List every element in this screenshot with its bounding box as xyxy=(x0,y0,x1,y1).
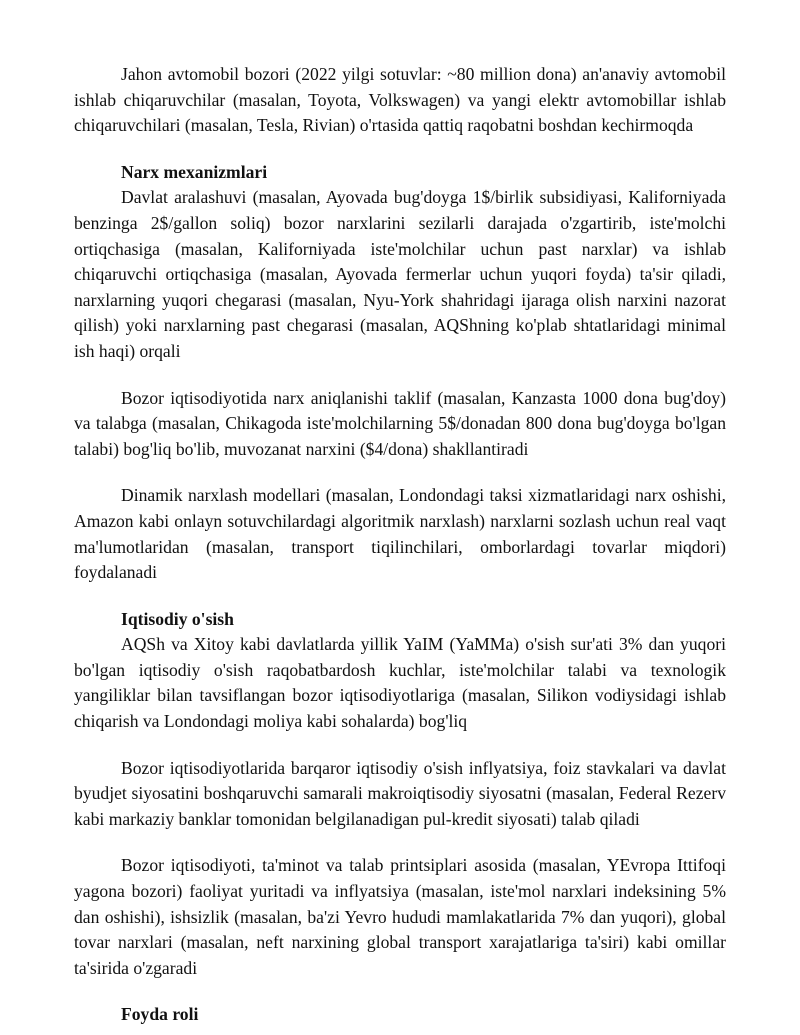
body-paragraph: Bozor iqtisodiyoti, ta'minot va talab printsiplari asosida (masalan, YEvropa Ittifoqi yagona bozori) faoliyat yuritadi va inflyatsiya (masalan, iste'mol narxlari indeksining 5% dan oshishi), ishsizlik (masalan, ba'zi Yevro hududi mamlakatlarida 7% dan yuqori), global tovar narxlari (masalan, neft narxining global transport xarajatlariga ta'siri) kabi omillar ta'sirida o'zgaradi xyxy=(74,855,726,978)
body-paragraph: AQSh va Xitoy kabi davlatlarda yillik YaIM (YaMMa) o'sish sur'ati 3% dan yuqori bo'lgan iqtisodiy o'sish raqobatbardosh kuchlar, iste'molchilar talabi va texnologik yangiliklar bilan tavsiflangan bozor iqtisodiyotlariga (masalan, Silikon vodiysidagi ishlab chiqarish va Londondagi moliya kabi sohalarda) bog'liq xyxy=(74,634,726,732)
section-price-mechanisms xyxy=(74,160,726,586)
body-paragraph: Dinamik narxlash modellari (masalan, Londondagi taksi xizmatlaridagi narx oshishi, Amazon kabi onlayn sotuvchilardagi algoritmik narxlash) narxlarni sozlash uchun real vaqt ma'lumotlaridan (masalan, transport tiqilinchilari, omborlardagi tovarlar miqdori) foydalanadi xyxy=(74,485,726,583)
intro-paragraph: Jahon avtomobil bozori (2022 yilgi sotuvlar: ~80 million dona) an'anaviy avtomobil ishlab chiqaruvchilar (masalan, Toyota, Volkswagen) va yangi elektr avtomobillar ishlab chiqaruvchilari (masalan, Tesla, Rivian) o'rtasida qattiq raqobatni boshdan kechirmoqda xyxy=(74,64,726,136)
section-economic-growth xyxy=(74,607,726,982)
section-heading: Foyda roli xyxy=(121,1004,199,1025)
body-paragraph: Bozor iqtisodiyotlarida barqaror iqtisodiy o'sish inflyatsiya, foiz stavkalari va davlat byudjet siyosatini boshqaruvchi samarali makroiqtisodiy siyosatni (masalan, Federal Rezerv kabi markaziy banklar tomonidan belgilanadigan pul-kredit siyosati) talab qiladi xyxy=(74,757,726,829)
section-role-of-profit xyxy=(74,1002,726,1028)
body-paragraph: Bozor iqtisodiyotida narx aniqlanishi taklif (masalan, Kanzasta 1000 dona bug'doy) va talabga (masalan, Chikagoda iste'molchilarning 5$/donadan 800 dona bug'doyga bo'lgan talabi) bog'liq bo'lib, muvozanat narxini ($4/dona) shakllantiradi xyxy=(74,387,726,459)
section-heading: Iqtisodiy o'sish xyxy=(121,608,234,629)
body-paragraph: Davlat aralashuvi (masalan, Ayovada bug'doyga 1$/birlik subsidiyasi, Kaliforniyada benzinga 2$/gallon soliq) bozor narxlarini sezilarli darajada o'zgartirib, iste'molchi ortiqchasiga (masalan, Kaliforniyada iste'molchilar uchun past narxlar) va ishlab chiqaruvchi ortiqchasiga (masalan, Ayovada fermerlar uchun yuqori foyda) ta'sir qiladi, narxlarning yuqori chegarasi (masalan, Nyu-York shahridagi ijaraga olish narxini nazorat qilish) yoki narxlarning past chegarasi (masalan, AQShning ko'plab shtatlaridagi minimal ish haqi) orqali xyxy=(74,187,726,361)
section-heading: Narx mexanizmlari xyxy=(121,161,268,182)
